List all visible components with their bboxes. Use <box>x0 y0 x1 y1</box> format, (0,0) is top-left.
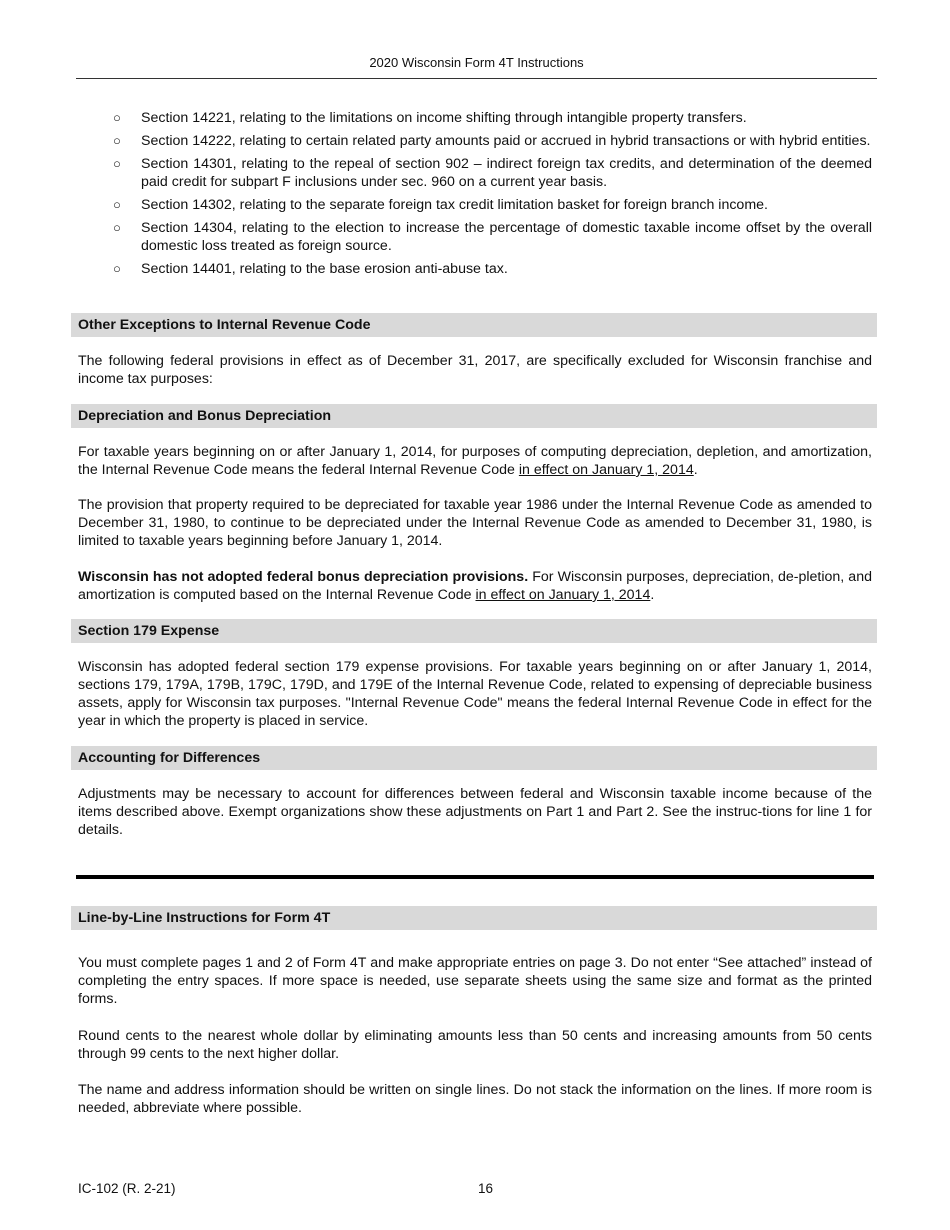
section-divider-thick <box>76 875 874 879</box>
section-heading-other-exceptions: Other Exceptions to Internal Revenue Code <box>71 313 877 337</box>
list-item-text: Section 14222, relating to certain related party amounts paid or accrued in hybrid transactions or with hybrid entities. <box>141 133 871 149</box>
excluded-sections-list <box>0 109 950 283</box>
accounting-paragraph: Adjustments may be necessary to account for differences between federal and Wisconsin taxable income because of the items described above. Exempt organizations show these adjustments on Part 1 and Part 2. See the instruc-tions for line 1 for details. <box>78 786 872 838</box>
list-item-text: Section 14221, relating to the limitations on income shifting through intangible property transfers. <box>141 110 747 126</box>
circle-bullet-icon: ○ <box>113 197 121 212</box>
depreciation-paragraph-3-end: . <box>650 587 655 603</box>
section-heading-depreciation: Depreciation and Bonus Depreciation <box>71 404 877 428</box>
header-divider <box>76 78 877 79</box>
line-by-line-paragraph-1: You must complete pages 1 and 2 of Form 4T and make appropriate entries on page 3. Do not enter “See attached” instead of completing the entry spaces. If more space is needed, use separate sheets using the same size and format as the printed forms. <box>78 955 872 1007</box>
depreciation-paragraph-1 <box>78 443 872 479</box>
list-item-text: Section 14401, relating to the base erosion anti-abuse tax. <box>141 261 508 277</box>
list-item-text: Section 14301, relating to the repeal of section 902 – indirect foreign tax credits, and determination of the deemed paid credit for subpart F inclusions under sec. 960 on a current year basis. <box>141 156 872 190</box>
line-by-line-paragraph-3: The name and address information should be written on single lines. Do not stack the information on the lines. If more room is needed, abbreviate where possible. <box>78 1082 872 1116</box>
circle-bullet-icon: ○ <box>113 156 121 171</box>
list-item-text: Section 14302, relating to the separate foreign tax credit limitation basket for foreign branch income. <box>141 197 768 213</box>
circle-bullet-icon: ○ <box>113 220 121 235</box>
section-heading-accounting: Accounting for Differences <box>71 746 877 770</box>
list-item <box>0 132 872 150</box>
depreciation-paragraph-1-end: . <box>693 462 698 478</box>
section-179-paragraph: Wisconsin has adopted federal section 179 expense provisions. For taxable years beginning on or after January 1, 2014, sections 179, 179A, 179B, 179C, 179D, and 179E of the Internal Revenue Code, related to expensing of depreciable business assets, apply for Wisconsin tax purposes. "Internal Revenue Code" means the federal Internal Revenue Code in effect for the year in which the property is placed in service. <box>78 659 872 729</box>
list-item <box>0 219 872 255</box>
circle-bullet-icon: ○ <box>113 110 121 125</box>
bonus-depreciation-bold-statement: Wisconsin has not adopted federal bonus depreciation provisions. <box>78 569 529 585</box>
page-number: 16 <box>478 1181 494 1196</box>
page-header-title: 2020 Wisconsin Form 4T Instructions <box>369 55 584 70</box>
depreciation-paragraph-2: The provision that property required to be depreciated for taxable year 1986 under the Internal Revenue Code as amended to December 31, 1980, to continue to be depreciated under the Internal Revenue Code as amended to December 31, 1980, is limited to taxable years beginning before January 1, 2014. <box>78 497 872 549</box>
depreciation-paragraph-1-text: For taxable years beginning on or after January 1, 2014, for purposes of computing depreciation, depletion, and amortization, the Internal Revenue Code means the federal Internal Revenue Code <box>78 444 872 478</box>
effective-date-underlined: in effect on January 1, 2014 <box>475 587 651 603</box>
effective-date-underlined: in effect on January 1, 2014 <box>518 462 694 478</box>
depreciation-paragraph-3-text: For Wisconsin purposes, depreciation, de-pletion, and amortization is computed based on the Internal Revenue Code <box>78 569 872 603</box>
list-item <box>0 155 872 191</box>
form-identifier: IC-102 (R. 2-21) <box>78 1181 176 1196</box>
line-by-line-paragraph-2: Round cents to the nearest whole dollar by eliminating amounts less than 50 cents and increasing amounts from 50 cents through 99 cents to the next higher dollar. <box>78 1028 872 1062</box>
section-heading-line-by-line: Line-by-Line Instructions for Form 4T <box>71 906 877 930</box>
list-item <box>0 260 872 278</box>
depreciation-paragraph-3 <box>78 568 872 604</box>
list-item-text: Section 14304, relating to the election to increase the percentage of domestic taxable income offset by the overall domestic loss treated as foreign source. <box>141 220 872 254</box>
list-item <box>0 109 872 127</box>
other-exceptions-paragraph: The following federal provisions in effect as of December 31, 2017, are specifically excluded for Wisconsin franchise and income tax purposes: <box>78 353 872 387</box>
section-heading-section-179: Section 179 Expense <box>71 619 877 643</box>
circle-bullet-icon: ○ <box>113 261 121 276</box>
circle-bullet-icon: ○ <box>113 133 121 148</box>
list-item <box>0 196 872 214</box>
